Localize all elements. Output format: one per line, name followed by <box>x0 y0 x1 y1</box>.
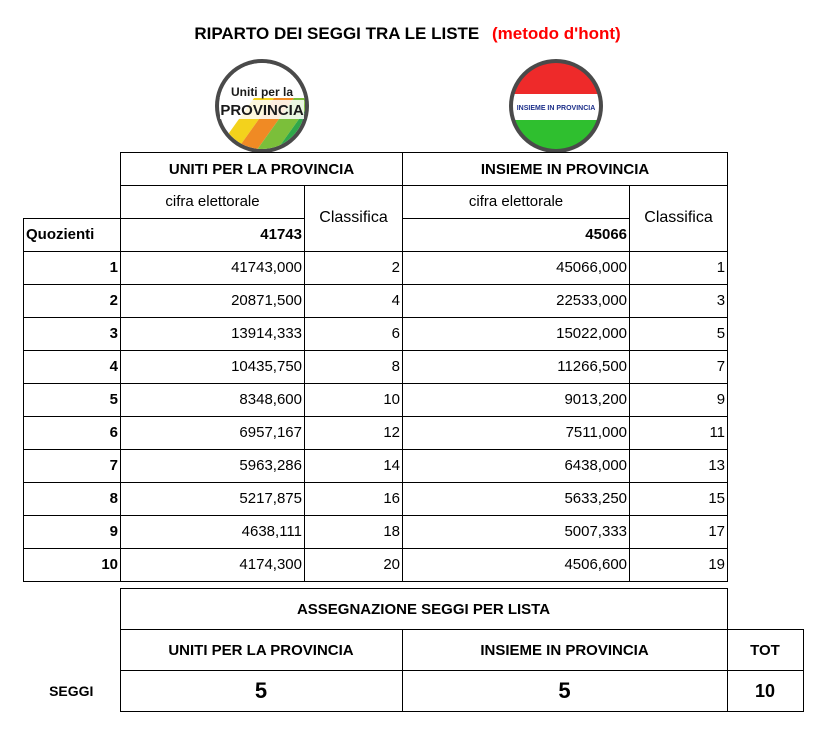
quotient-index: 7 <box>24 449 121 482</box>
list1-quotient: 6957,167 <box>121 416 305 449</box>
list2-quotient: 6438,000 <box>403 449 630 482</box>
list2-rank: 15 <box>630 482 728 515</box>
seggi-list2-value: 5 <box>402 671 727 712</box>
list1-rank: 8 <box>305 350 403 383</box>
table-row <box>24 251 728 284</box>
table-row <box>24 548 728 581</box>
quotient-index: 9 <box>24 515 121 548</box>
list2-rank: 13 <box>630 449 728 482</box>
table-row <box>24 482 728 515</box>
list2-quotient: 7511,000 <box>403 416 630 449</box>
seat-allocation-table <box>23 588 804 712</box>
list1-rank: 18 <box>305 515 403 548</box>
list2-rank: 3 <box>630 284 728 317</box>
list2-rank: 1 <box>630 251 728 284</box>
quotients-table <box>23 152 728 582</box>
table-row <box>24 350 728 383</box>
seggi-list1-header: UNITI PER LA PROVINCIA <box>120 630 402 671</box>
page-title <box>0 24 815 44</box>
uniti-per-la-provincia-logo <box>214 58 310 154</box>
list2-quotient: 4506,600 <box>403 548 630 581</box>
list1-quotient: 5217,875 <box>121 482 305 515</box>
list1-quotient: 20871,500 <box>121 284 305 317</box>
list2-rank: 11 <box>630 416 728 449</box>
list1-rank: 10 <box>305 383 403 416</box>
list1-quotient: 41743,000 <box>121 251 305 284</box>
quotient-index: 6 <box>24 416 121 449</box>
quotient-index: 4 <box>24 350 121 383</box>
list2-rank: 9 <box>630 383 728 416</box>
list2-quotient: 9013,200 <box>403 383 630 416</box>
table-row <box>24 416 728 449</box>
quotient-index: 3 <box>24 317 121 350</box>
list1-cifra-value: 41743 <box>121 218 305 251</box>
list1-rank: 4 <box>305 284 403 317</box>
tot-header: TOT <box>727 630 803 671</box>
table-row <box>24 284 728 317</box>
list2-rank: 5 <box>630 317 728 350</box>
logo-left-line2: PROVINCIA <box>220 102 304 119</box>
list1-quotient: 13914,333 <box>121 317 305 350</box>
list2-header: INSIEME IN PROVINCIA <box>403 153 728 186</box>
table-row <box>24 317 728 350</box>
quotient-index: 1 <box>24 251 121 284</box>
list1-rank: 6 <box>305 317 403 350</box>
seggi-row-label: SEGGI <box>49 683 94 699</box>
list1-quotient: 10435,750 <box>121 350 305 383</box>
list1-header: UNITI PER LA PROVINCIA <box>121 153 403 186</box>
list2-classifica-label: Classifica <box>630 186 728 252</box>
seggi-list2-header: INSIEME IN PROVINCIA <box>402 630 727 671</box>
list1-rank: 20 <box>305 548 403 581</box>
list1-rank: 12 <box>305 416 403 449</box>
seggi-list1-value: 5 <box>120 671 402 712</box>
list1-cifra-label: cifra elettorale <box>121 186 305 219</box>
quotient-index: 2 <box>24 284 121 317</box>
list2-rank: 7 <box>630 350 728 383</box>
table-row <box>24 449 728 482</box>
seat-allocation-header: ASSEGNAZIONE SEGGI PER LISTA <box>120 589 727 630</box>
table-row <box>24 383 728 416</box>
list1-rank: 16 <box>305 482 403 515</box>
list2-quotient: 15022,000 <box>403 317 630 350</box>
table-row <box>24 515 728 548</box>
list1-rank: 14 <box>305 449 403 482</box>
list2-quotient: 11266,500 <box>403 350 630 383</box>
logo-left-line1: Uniti per la <box>230 85 294 99</box>
list2-quotient: 45066,000 <box>403 251 630 284</box>
list1-quotient: 4638,111 <box>121 515 305 548</box>
quozienti-label: Quozienti <box>24 218 121 251</box>
list2-cifra-label: cifra elettorale <box>403 186 630 219</box>
title-main: RIPARTO DEI SEGGI TRA LE LISTE <box>194 24 480 43</box>
insieme-in-provincia-logo <box>508 58 604 154</box>
list2-quotient: 22533,000 <box>403 284 630 317</box>
seggi-total-value: 10 <box>727 671 803 712</box>
list2-cifra-value: 45066 <box>403 218 630 251</box>
list1-quotient: 5963,286 <box>121 449 305 482</box>
list2-quotient: 5007,333 <box>403 515 630 548</box>
quotient-index: 10 <box>24 548 121 581</box>
list1-rank: 2 <box>305 251 403 284</box>
list2-quotient: 5633,250 <box>403 482 630 515</box>
quotient-index: 5 <box>24 383 121 416</box>
logo-right-text: INSIEME IN PROVINCIA <box>516 105 596 112</box>
list2-rank: 19 <box>630 548 728 581</box>
list1-quotient: 8348,600 <box>121 383 305 416</box>
list1-quotient: 4174,300 <box>121 548 305 581</box>
quotient-index: 8 <box>24 482 121 515</box>
list1-classifica-label: Classifica <box>305 186 403 252</box>
list2-rank: 17 <box>630 515 728 548</box>
title-method: (metodo d'hont) <box>492 24 621 43</box>
